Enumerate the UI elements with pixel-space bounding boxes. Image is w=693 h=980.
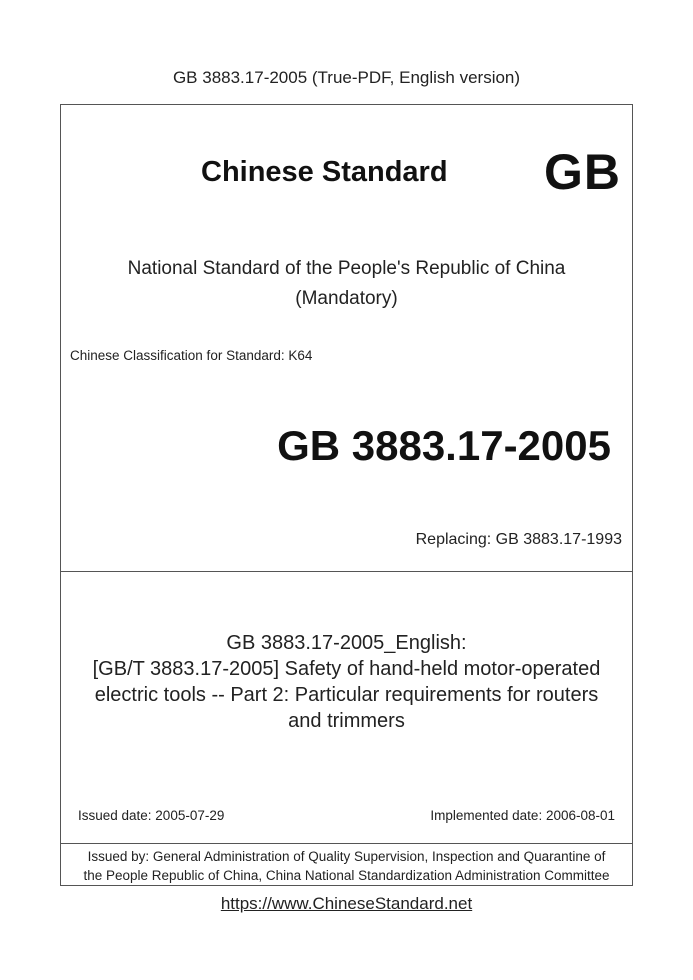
document-title-line: electric tools -- Part 2: Particular requirements for routers: [94, 684, 599, 706]
issuer-line: the People Republic of China, China National Standardization Administration Committee: [83, 868, 610, 883]
document-title-line: [GB/T 3883.17-2005] Safety of hand-held motor-operated: [92, 658, 601, 680]
standard-number: GB 3883.17-2005: [277, 422, 611, 469]
gb-mark: GB: [544, 144, 621, 200]
issuer-text: [61, 847, 632, 885]
implemented-date: Implemented date: 2006-08-01: [430, 808, 615, 823]
issued-date: Issued date: 2005-07-29: [78, 808, 225, 823]
website-link[interactable]: https://www.ChineseStandard.net: [220, 894, 473, 913]
cover-top-section: [61, 105, 632, 572]
chinese-standard-heading: Chinese Standard: [201, 156, 448, 188]
cover-frame: [60, 104, 633, 886]
document-title-line: and trimmers: [288, 710, 405, 732]
mandatory-line: (Mandatory): [295, 288, 398, 309]
classification-line: Chinese Classification for Standard: K64: [70, 348, 313, 363]
issuer-line: Issued by: General Administration of Quality Supervision, Inspection and Quarantine of: [87, 849, 606, 864]
replacing-line: Replacing: GB 3883.17-1993: [415, 531, 622, 548]
issuer-section: [61, 843, 632, 886]
page-header-title: GB 3883.17-2005 (True-PDF, English version): [172, 68, 521, 87]
document-title: [71, 630, 622, 734]
document-title-line: GB 3883.17-2005_English:: [226, 632, 467, 654]
national-standard-line: National Standard of the People's Republic of China: [127, 258, 566, 279]
document-title-section: [61, 572, 632, 843]
